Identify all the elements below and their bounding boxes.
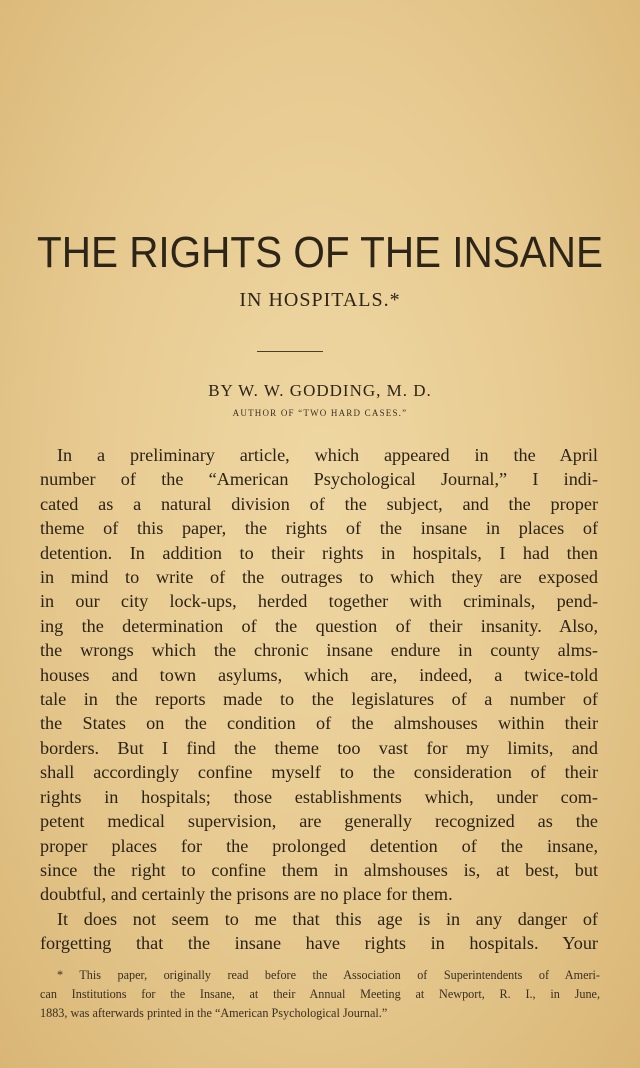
article-body [40, 443, 598, 956]
body-line: detention. In addition to their rights in hospitals, I had then [40, 542, 598, 563]
body-line: It does not seem to me that this age is in any danger of [57, 908, 598, 929]
body-line: houses and town asylums, which are, indeed, a twice-told [40, 664, 598, 685]
body-line: in our city lock-ups, herded together with criminals, pend- [40, 591, 598, 612]
footnote [40, 966, 600, 1023]
page-subtitle: IN HOSPITALS.* [239, 289, 401, 311]
body-line: since the right to confine them in almshouses is, at best, but [40, 859, 598, 880]
body-line: ing the determination of the question of their insanity. Also, [40, 615, 598, 636]
body-line: doubtful, and certainly the prisons are no place for them. [40, 884, 453, 905]
body-line: petent medical supervision, are generally recognized as the [40, 811, 598, 832]
footnote-line: can Institutions for the Insane, at their Annual Meeting at Newport, R. I., in June, [40, 987, 600, 1001]
body-line: number of the “American Psychological Journal,” I indi- [40, 469, 598, 490]
author-credential: AUTHOR OF “TWO HARD CASES.” [232, 408, 408, 418]
body-line: the States on the condition of the almshouses within their [40, 713, 598, 734]
body-line: tale in the reports made to the legislatures of a number of [40, 689, 598, 710]
body-line: shall accordingly confine myself to the consideration of their [40, 762, 598, 783]
body-line: borders. But I find the theme too vast for my limits, and [40, 737, 598, 758]
body-line: cated as a natural division of the subject, and the proper [40, 493, 598, 514]
author-byline: BY W. W. GODDING, M. D. [208, 381, 432, 400]
page-title: THE RIGHTS OF THE INSANE [36, 228, 604, 277]
footnote-line: * This paper, originally read before the Association of Superintendents of Ameri- [57, 968, 600, 982]
body-line: In a preliminary article, which appeared in the April [57, 445, 598, 465]
body-line: rights in hospitals; those establishments which, under com- [40, 786, 598, 807]
body-line: proper places for the prolonged detention of the insane, [40, 835, 598, 856]
footnote-line: 1883, was afterwards printed in the “American Psychological Journal.” [40, 1006, 388, 1020]
body-line: the wrongs which the chronic insane endure in county alms- [40, 640, 598, 661]
body-line: in mind to write of the outrages to which they are exposed [40, 567, 598, 588]
title-divider [257, 351, 323, 352]
body-line: forgetting that the insane have rights in hospitals. Your [40, 933, 598, 954]
body-line: theme of this paper, the rights of the insane in places of [40, 518, 598, 539]
